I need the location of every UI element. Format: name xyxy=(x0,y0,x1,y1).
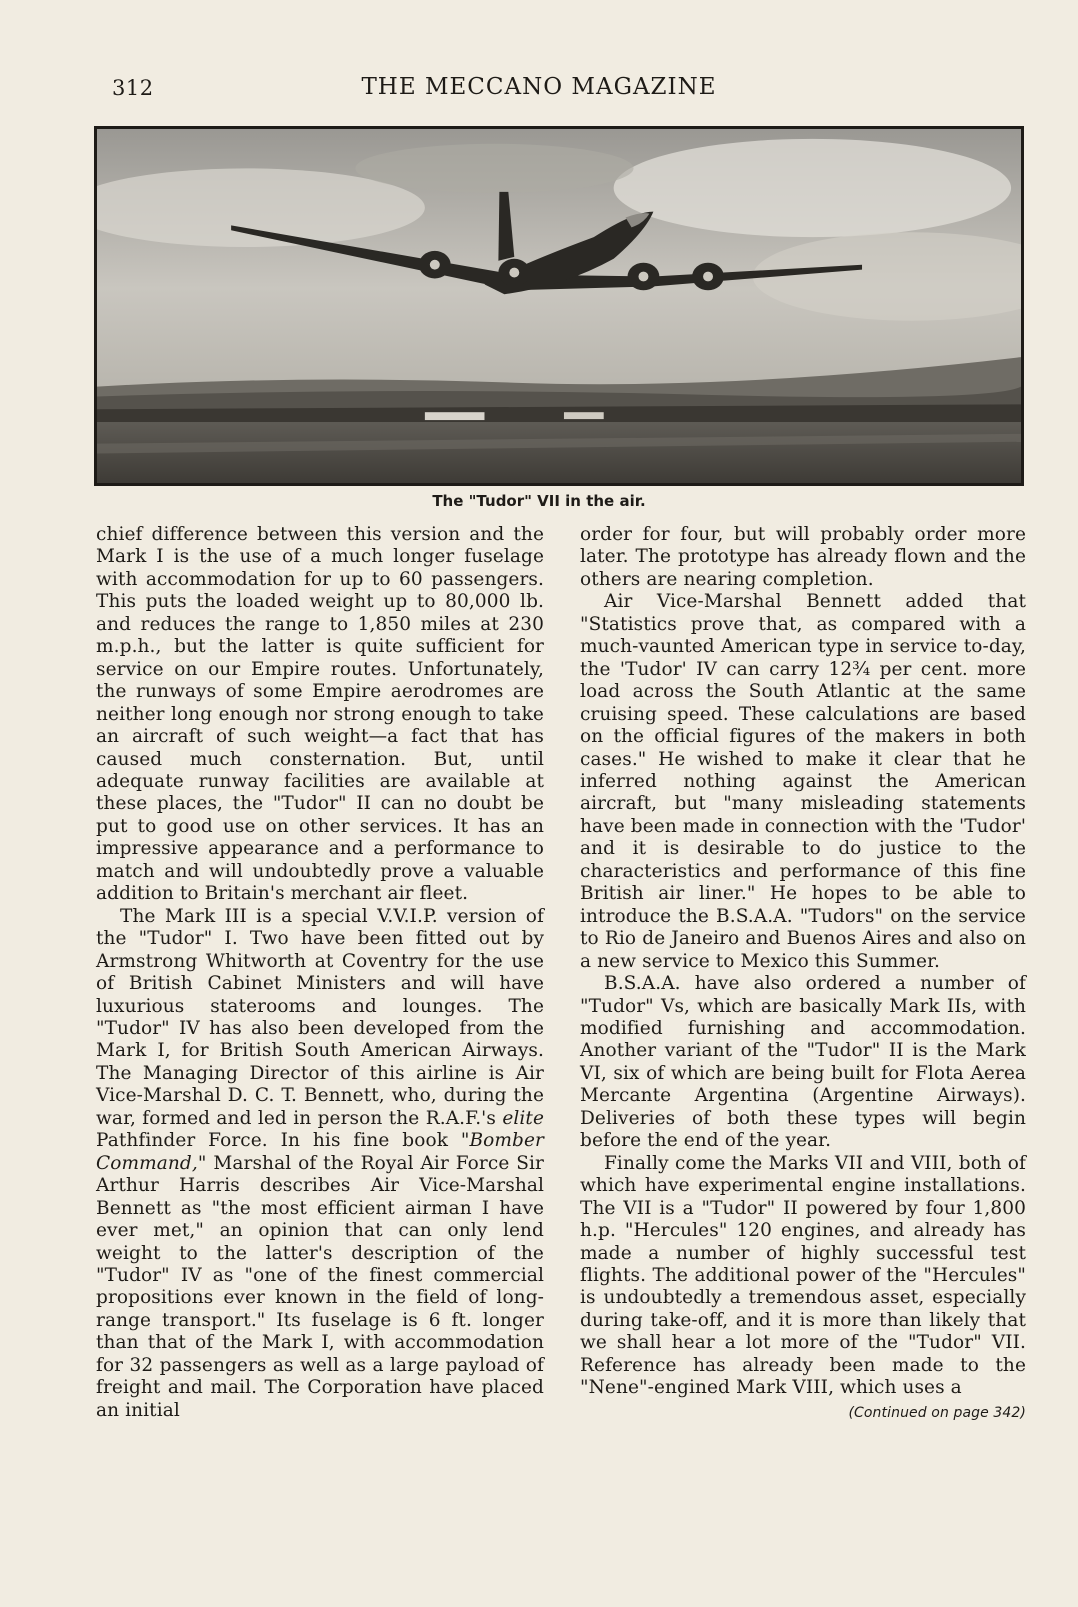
italic-word: elite xyxy=(502,1107,544,1129)
paragraph: chief difference between this version and the Mark I is the use of a much longer fuselage with accommodation for up to 60 passengers. This puts the loaded weight up to 80,000 lb. and reduces the range to 1,850 miles at 230 m.p.h., but the latter is quite sufficient for service on our Empire routes. Unfortunately, the runways of some Empire aerodromes are neither long enough nor strong enough to take an aircraft of such weight—a fact that has caused much consternation. But, until adequate runway facilities are available at these places, the "Tudor" II can no doubt be put to good use on other services. It has an impressive appearance and a performance to match and will undoubtedly prove a valuable addition to Britain's merchant air fleet. xyxy=(96,524,544,905)
paragraph: order for four, but will probably order more later. The prototype has already flown and the others are nearing completion. xyxy=(580,524,1026,590)
paragraph: Air Vice-Marshal Bennett added that "Statistics prove that, as compared with a much-vaunted American type in service to-day, the 'Tudor' IV can carry 12¾ per cent. more load across the South Atlantic at the same cruising speed. These calculations are based on the official figures of the makers in both cases." He wished to make it clear that he inferred nothing against the American aircraft, but "many misleading statements have been made in connection with the 'Tudor' and it is desirable to do justice to the characteristics and performance of this fine British air liner." He hopes to be able to introduce the B.S.A.A. "Tudors" on the service to Rio de Janeiro and Buenos Aires and also on a new service to Mexico this Summer. xyxy=(580,591,1026,972)
paragraph: B.S.A.A. have also ordered a number of "Tudor" Vs, which are basically Mark IIs, with modified furnishing and accommodation. Another variant of the "Tudor" II is the Mark VI, six of which are being built for Flota Aerea Mercante Argentina (Argentine Airways). Deliveries of both these types will begin before the end of the year. xyxy=(580,973,1026,1152)
figure-caption: The "Tudor" VII in the air. xyxy=(432,492,646,510)
paragraph xyxy=(96,906,544,1422)
text-run: The Mark III is a special V.V.I.P. version of the "Tudor" I. Two have been fitted out by Armstrong Whitworth at Coventry for the use of British Cabinet Ministers and will have luxurious staterooms and lounges. The "Tudor" IV has also been developed from the Mark I, for British South American Airways. The Managing Director of this airline is Air Vice-Marshal D. C. T. Bennett, who, during the war, formed and led in person the R.A.F.'s xyxy=(96,905,544,1129)
aircraft-photo xyxy=(94,126,1024,486)
paragraph xyxy=(580,1152,1026,1421)
magazine-title: THE MECCANO MAGAZINE xyxy=(361,74,717,100)
continued-note: (Continued on page 342) xyxy=(848,1404,1026,1421)
right-column xyxy=(580,524,1026,1424)
text-run: Finally come the Marks VII and VIII, both of which have experimental engine installations. The VII is a "Tudor" II powered by four 1,800 h.p. "Hercules" 120 engines, and already has made a number of highly successful test flights. The additional power of the "Hercules" is undoubtedly a tremendous asset, especially during take-off, and it is more than likely that we shall hear a lot more of the "Tudor" VII. Reference has already been made to the "Nene"-engined Mark VIII, which uses a xyxy=(580,1152,1026,1399)
book-title: "Bomber Command," xyxy=(96,1130,544,1174)
text-run: Marshal of the Royal Air Force Sir Arthur Harris describes Air Vice-Marshal Bennett as "the most efficient airman I have ever met," an opinion that can only lend weight to the latter's description of the "Tudor" IV as "one of the finest commercial propositions ever known in the field of long-range transport." Its fuselage is 6 ft. longer than that of the Mark I, with accommodation for 32 passengers as well as a large payload of freight and mail. The Corporation have placed an initial xyxy=(96,1152,544,1421)
left-column xyxy=(96,524,544,1422)
text-run: Pathfinder Force. In his fine book xyxy=(96,1130,461,1152)
page-number: 312 xyxy=(112,76,154,100)
